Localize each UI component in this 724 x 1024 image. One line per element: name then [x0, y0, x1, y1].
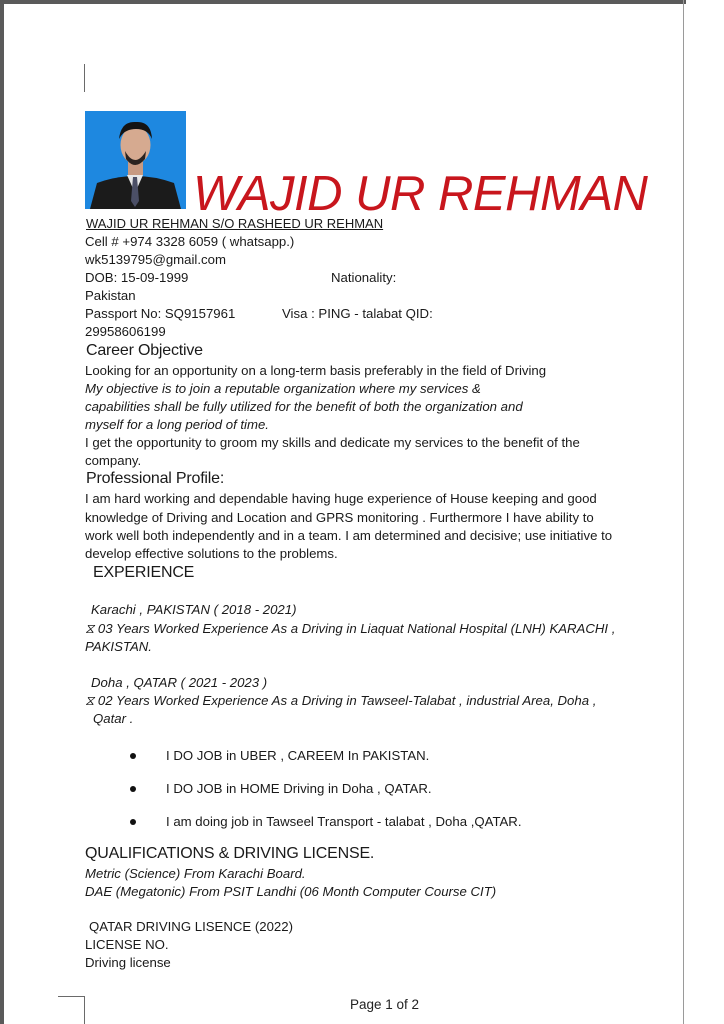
candidate-name-title: WAJID UR REHMAN: [193, 167, 648, 221]
experience-bullet: I DO JOB in HOME Driving in Doha , QATAR.: [166, 781, 432, 796]
phone-number: Cell # +974 3328 6059 ( whatsapp.): [85, 234, 295, 249]
profile-line: knowledge of Driving and Location and GPRS monitoring . Furthermore I have ability to: [85, 510, 594, 525]
profile-line: work well both independently and in a team. I am determined and decisive; use initiative to: [85, 528, 613, 543]
nationality-label: Nationality:: [331, 270, 397, 285]
qualification-line: DAE (Megatonic) From PSIT Landhi (06 Month Computer Course CIT): [85, 884, 497, 899]
career-line: Looking for an opportunity on a long-term basis preferably in the field of Driving: [85, 363, 547, 378]
career-line: I get the opportunity to groom my skills and dedicate my services to the benefit of the: [85, 435, 580, 450]
job2-place: Doha , QATAR ( 2021 - 2023 ): [91, 675, 268, 690]
profile-line: develop effective solutions to the problems.: [85, 546, 338, 561]
page-frame-left: [0, 0, 4, 1024]
nationality-value: Pakistan: [85, 288, 136, 303]
career-objective-heading: Career Objective: [86, 342, 203, 359]
crop-mark-bottom-h: [58, 996, 85, 997]
career-line: myself for a long period of time.: [85, 417, 269, 432]
job2-description: ⧖ 02 Years Worked Experience As a Driving in Tawseel-Talabat , industrial Area, Doha ,: [85, 693, 597, 708]
license-number-label: LICENSE NO.: [85, 937, 169, 952]
qualification-line: Metric (Science) From Karachi Board.: [85, 866, 306, 881]
job1-description-cont: PAKISTAN.: [85, 639, 152, 654]
career-line: capabilities shall be fully utilized for the benefit of both the organization and: [85, 399, 523, 414]
qid-number: 29958606199: [85, 324, 166, 339]
date-of-birth: DOB: 15-09-1999: [85, 270, 189, 285]
career-line: company.: [85, 453, 142, 468]
email-address: wk5139795@gmail.com: [85, 252, 226, 267]
bullet-dot: [130, 753, 136, 759]
license-type: Driving license: [85, 955, 171, 970]
visa-info: Visa : PING - talabat QID:: [282, 306, 433, 321]
candidate-full-name: WAJID UR REHMAN S/O RASHEED UR REHMAN: [86, 216, 384, 231]
profile-line: I am hard working and dependable having huge experience of House keeping and good: [85, 491, 597, 506]
experience-bullet: I DO JOB in UBER , CAREEM In PAKISTAN.: [166, 748, 430, 763]
job1-description: ⧖ 03 Years Worked Experience As a Driving in Liaquat National Hospital (LNH) KARACHI ,: [85, 621, 616, 636]
crop-mark-top: [84, 64, 85, 92]
experience-heading: EXPERIENCE: [93, 564, 195, 581]
bullet-dot: [130, 786, 136, 792]
experience-bullet: I am doing job in Tawseel Transport - talabat , Doha ,QATAR.: [166, 814, 522, 829]
job1-place: Karachi , PAKISTAN ( 2018 - 2021): [91, 602, 297, 617]
page-frame-right: [683, 0, 684, 1024]
qualifications-heading: QUALIFICATIONS & DRIVING LICENSE.: [85, 845, 375, 862]
crop-mark-bottom-v: [84, 996, 85, 1024]
passport-number: Passport No: SQ9157961: [85, 306, 236, 321]
job2-description-cont: Qatar .: [93, 711, 134, 726]
page-number: Page 1 of 2: [350, 997, 420, 1012]
license-heading: QATAR DRIVING LISENCE (2022): [89, 919, 293, 934]
page-frame-top: [0, 0, 686, 4]
career-line: My objective is to join a reputable organization where my services &: [85, 381, 481, 396]
profile-photo: [85, 111, 186, 209]
bullet-dot: [130, 819, 136, 825]
professional-profile-heading: Professional Profile:: [86, 470, 225, 487]
